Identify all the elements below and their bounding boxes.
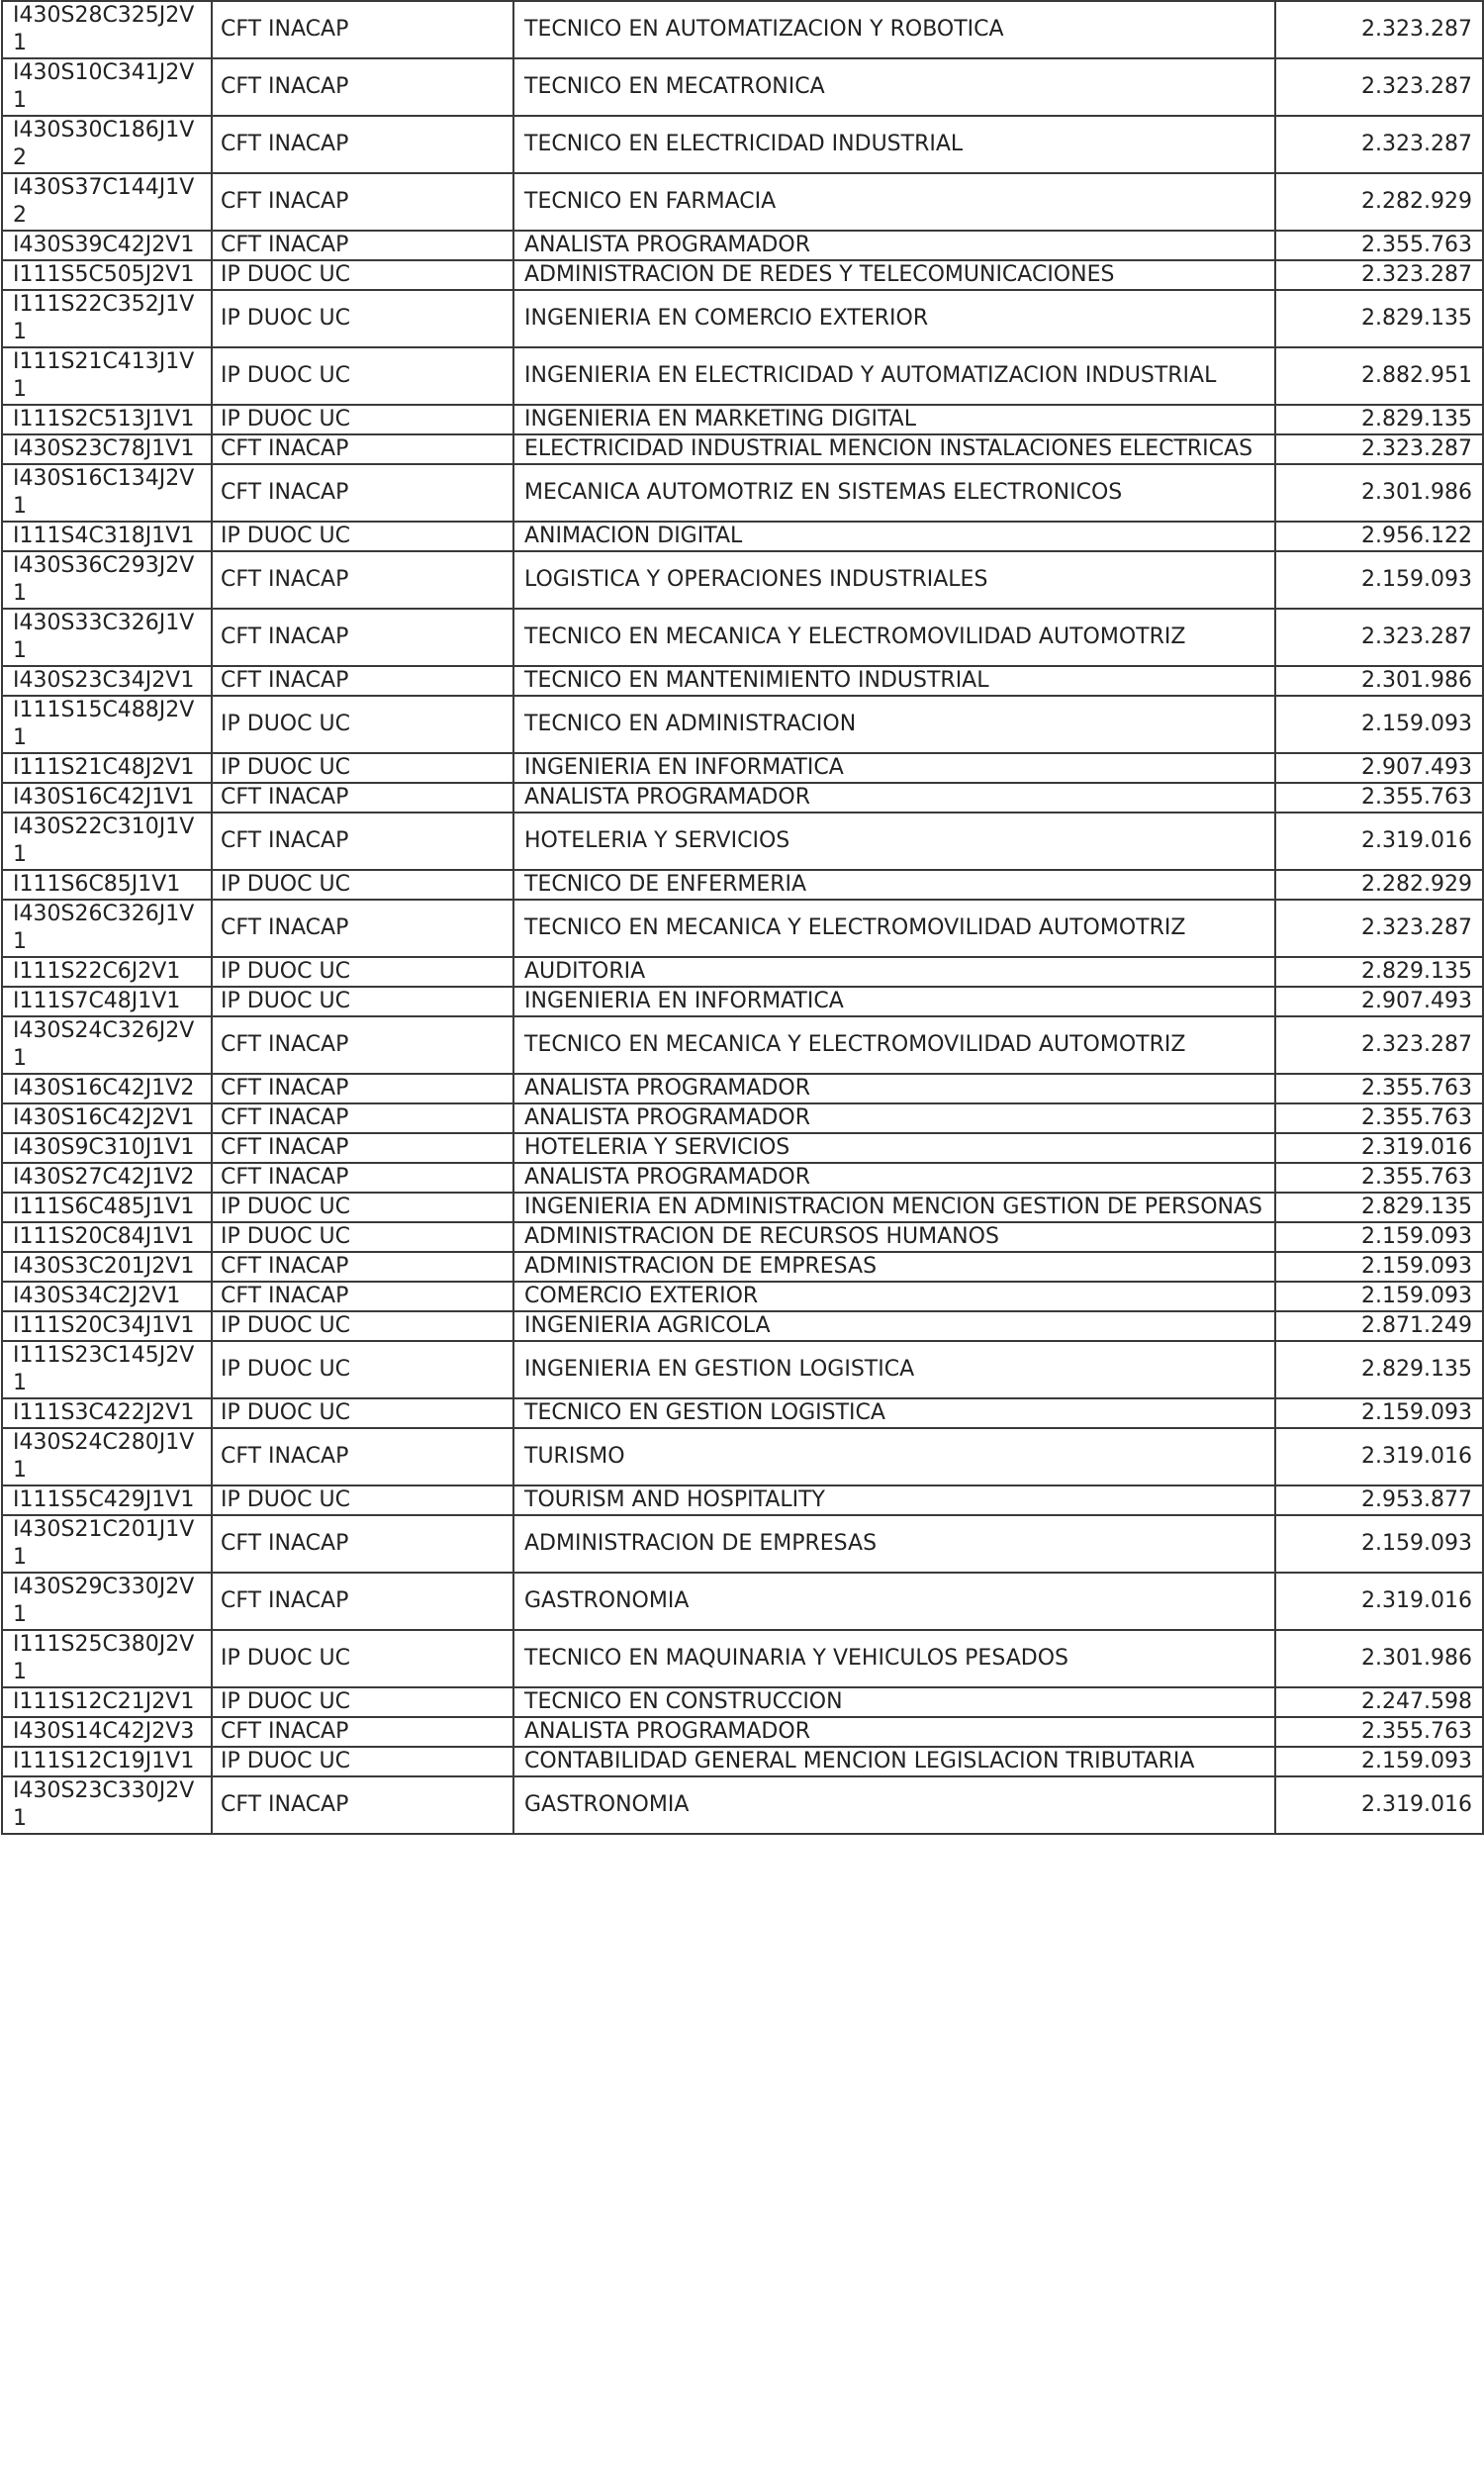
amount-cell: 2.355.763 (1275, 1163, 1483, 1193)
table-row (2, 1398, 1483, 1428)
table-row (2, 957, 1483, 987)
amount-cell: 2.907.493 (1275, 753, 1483, 783)
program-code-cell: I430S23C78J1V1 (2, 434, 212, 464)
institution-cell: CFT INACAP (212, 1282, 513, 1311)
program-code-cell: I111S22C352J1V1 (2, 290, 212, 347)
program-code-cell: I111S21C413J1V1 (2, 347, 212, 405)
amount-cell: 2.323.287 (1275, 260, 1483, 290)
table-row (2, 1515, 1483, 1573)
program-name-cell: ADMINISTRACION DE EMPRESAS (513, 1515, 1275, 1573)
institution-cell: IP DUOC UC (212, 1311, 513, 1341)
program-name-cell: MECANICA AUTOMOTRIZ EN SISTEMAS ELECTRONICOS (513, 464, 1275, 522)
institution-cell: CFT INACAP (212, 1163, 513, 1193)
table-row (2, 813, 1483, 870)
program-code-cell: I111S20C34J1V1 (2, 1311, 212, 1341)
amount-cell: 2.355.763 (1275, 1074, 1483, 1103)
program-name-cell: ANIMACION DIGITAL (513, 522, 1275, 551)
program-name-cell: TECNICO EN ELECTRICIDAD INDUSTRIAL (513, 116, 1275, 173)
amount-cell: 2.355.763 (1275, 783, 1483, 813)
program-code-cell: I430S24C326J2V1 (2, 1016, 212, 1074)
table-row (2, 1573, 1483, 1630)
amount-cell: 2.323.287 (1275, 58, 1483, 116)
program-name-cell: TECNICO EN MECANICA Y ELECTROMOVILIDAD AUTOMOTRIZ (513, 900, 1275, 957)
institution-cell: IP DUOC UC (212, 1687, 513, 1717)
table-row (2, 1, 1483, 58)
program-code-cell: I111S21C48J2V1 (2, 753, 212, 783)
program-name-cell: INGENIERIA EN COMERCIO EXTERIOR (513, 290, 1275, 347)
program-code-cell: I111S6C85J1V1 (2, 870, 212, 900)
program-code-cell: I430S9C310J1V1 (2, 1133, 212, 1163)
program-code-cell: I430S37C144J1V2 (2, 173, 212, 231)
program-name-cell: INGENIERIA EN INFORMATICA (513, 987, 1275, 1016)
program-code-cell: I111S20C84J1V1 (2, 1222, 212, 1252)
table-row (2, 58, 1483, 116)
program-code-cell: I430S16C42J1V1 (2, 783, 212, 813)
amount-cell: 2.829.135 (1275, 1341, 1483, 1398)
table-row (2, 260, 1483, 290)
institution-cell: CFT INACAP (212, 1, 513, 58)
amount-cell: 2.159.093 (1275, 1398, 1483, 1428)
amount-cell: 2.871.249 (1275, 1311, 1483, 1341)
institution-cell: IP DUOC UC (212, 1193, 513, 1222)
program-code-cell: I430S39C42J2V1 (2, 231, 212, 260)
program-name-cell: ANALISTA PROGRAMADOR (513, 1163, 1275, 1193)
institution-cell: CFT INACAP (212, 231, 513, 260)
program-code-cell: I111S12C21J2V1 (2, 1687, 212, 1717)
amount-cell: 2.319.016 (1275, 1428, 1483, 1485)
program-code-cell: I111S15C488J2V1 (2, 696, 212, 753)
institution-cell: IP DUOC UC (212, 753, 513, 783)
institution-cell: CFT INACAP (212, 551, 513, 609)
amount-cell: 2.319.016 (1275, 1776, 1483, 1834)
program-code-cell: I111S7C48J1V1 (2, 987, 212, 1016)
table-row (2, 1717, 1483, 1747)
program-code-cell: I111S22C6J2V1 (2, 957, 212, 987)
table-row (2, 1252, 1483, 1282)
program-name-cell: TECNICO EN MECANICA Y ELECTROMOVILIDAD AUTOMOTRIZ (513, 1016, 1275, 1074)
program-code-cell: I430S36C293J2V1 (2, 551, 212, 609)
program-code-cell: I111S12C19J1V1 (2, 1747, 212, 1776)
table-row (2, 405, 1483, 434)
institution-cell: CFT INACAP (212, 813, 513, 870)
institution-cell: CFT INACAP (212, 609, 513, 666)
program-code-cell: I430S24C280J1V1 (2, 1428, 212, 1485)
amount-cell: 2.323.287 (1275, 1, 1483, 58)
program-name-cell: ANALISTA PROGRAMADOR (513, 1074, 1275, 1103)
institution-cell: IP DUOC UC (212, 1485, 513, 1515)
institution-cell: CFT INACAP (212, 1717, 513, 1747)
amount-cell: 2.159.093 (1275, 1222, 1483, 1252)
institution-cell: IP DUOC UC (212, 1747, 513, 1776)
program-name-cell: TECNICO EN FARMACIA (513, 173, 1275, 231)
amount-cell: 2.829.135 (1275, 290, 1483, 347)
table-row (2, 1311, 1483, 1341)
program-code-cell: I430S16C42J2V1 (2, 1103, 212, 1133)
institution-cell: CFT INACAP (212, 434, 513, 464)
institution-cell: IP DUOC UC (212, 696, 513, 753)
program-name-cell: ANALISTA PROGRAMADOR (513, 1103, 1275, 1133)
institution-cell: IP DUOC UC (212, 347, 513, 405)
program-name-cell: ANALISTA PROGRAMADOR (513, 231, 1275, 260)
program-name-cell: GASTRONOMIA (513, 1776, 1275, 1834)
institution-cell: IP DUOC UC (212, 957, 513, 987)
amount-cell: 2.301.986 (1275, 666, 1483, 696)
institution-cell: IP DUOC UC (212, 987, 513, 1016)
amount-cell: 2.301.986 (1275, 464, 1483, 522)
table-row (2, 1776, 1483, 1834)
amount-cell: 2.882.951 (1275, 347, 1483, 405)
institution-cell: CFT INACAP (212, 783, 513, 813)
program-code-cell: I430S14C42J2V3 (2, 1717, 212, 1747)
amount-cell: 2.956.122 (1275, 522, 1483, 551)
amount-cell: 2.159.093 (1275, 1515, 1483, 1573)
institution-cell: IP DUOC UC (212, 405, 513, 434)
amount-cell: 2.282.929 (1275, 173, 1483, 231)
program-name-cell: ADMINISTRACION DE EMPRESAS (513, 1252, 1275, 1282)
table-row (2, 870, 1483, 900)
program-code-cell: I111S2C513J1V1 (2, 405, 212, 434)
institution-cell: CFT INACAP (212, 1573, 513, 1630)
program-name-cell: ADMINISTRACION DE REDES Y TELECOMUNICACIONES (513, 260, 1275, 290)
program-code-cell: I111S4C318J1V1 (2, 522, 212, 551)
institution-cell: CFT INACAP (212, 900, 513, 957)
table-row (2, 609, 1483, 666)
institution-cell: IP DUOC UC (212, 1398, 513, 1428)
amount-cell: 2.159.093 (1275, 1747, 1483, 1776)
program-code-cell: I430S28C325J2V1 (2, 1, 212, 58)
program-code-cell: I430S27C42J1V2 (2, 1163, 212, 1193)
program-code-cell: I430S30C186J1V2 (2, 116, 212, 173)
table-row (2, 1133, 1483, 1163)
table-row (2, 696, 1483, 753)
institution-cell: CFT INACAP (212, 1428, 513, 1485)
program-code-cell: I430S3C201J2V1 (2, 1252, 212, 1282)
table-row (2, 1193, 1483, 1222)
program-name-cell: TECNICO EN ADMINISTRACION (513, 696, 1275, 753)
program-code-cell: I430S34C2J2V1 (2, 1282, 212, 1311)
table-row (2, 666, 1483, 696)
program-name-cell: HOTELERIA Y SERVICIOS (513, 813, 1275, 870)
institution-cell: IP DUOC UC (212, 522, 513, 551)
program-name-cell: TECNICO DE ENFERMERIA (513, 870, 1275, 900)
table-row (2, 290, 1483, 347)
amount-cell: 2.301.986 (1275, 1630, 1483, 1687)
program-code-cell: I111S25C380J2V1 (2, 1630, 212, 1687)
table-row (2, 464, 1483, 522)
table-row (2, 987, 1483, 1016)
program-name-cell: INGENIERIA EN MARKETING DIGITAL (513, 405, 1275, 434)
program-name-cell: GASTRONOMIA (513, 1573, 1275, 1630)
program-name-cell: INGENIERIA AGRICOLA (513, 1311, 1275, 1341)
table-row (2, 116, 1483, 173)
table-row (2, 1163, 1483, 1193)
amount-cell: 2.159.093 (1275, 1252, 1483, 1282)
institution-cell: IP DUOC UC (212, 1630, 513, 1687)
program-code-cell: I430S33C326J1V1 (2, 609, 212, 666)
program-name-cell: AUDITORIA (513, 957, 1275, 987)
program-code-cell: I430S26C326J1V1 (2, 900, 212, 957)
table-row (2, 900, 1483, 957)
institution-cell: IP DUOC UC (212, 870, 513, 900)
program-code-cell: I111S3C422J2V1 (2, 1398, 212, 1428)
institution-cell: IP DUOC UC (212, 1222, 513, 1252)
amount-cell: 2.282.929 (1275, 870, 1483, 900)
institution-cell: IP DUOC UC (212, 260, 513, 290)
program-name-cell: TECNICO EN AUTOMATIZACION Y ROBOTICA (513, 1, 1275, 58)
institution-cell: CFT INACAP (212, 666, 513, 696)
program-code-cell: I430S22C310J1V1 (2, 813, 212, 870)
institution-cell: CFT INACAP (212, 1252, 513, 1282)
table-row (2, 1016, 1483, 1074)
program-name-cell: COMERCIO EXTERIOR (513, 1282, 1275, 1311)
amount-cell: 2.953.877 (1275, 1485, 1483, 1515)
program-name-cell: HOTELERIA Y SERVICIOS (513, 1133, 1275, 1163)
amount-cell: 2.159.093 (1275, 551, 1483, 609)
table-row (2, 551, 1483, 609)
table-row (2, 434, 1483, 464)
program-name-cell: TOURISM AND HOSPITALITY (513, 1485, 1275, 1515)
amount-cell: 2.319.016 (1275, 1133, 1483, 1163)
institution-cell: CFT INACAP (212, 1776, 513, 1834)
program-code-cell: I430S10C341J2V1 (2, 58, 212, 116)
table-row (2, 1630, 1483, 1687)
amount-cell: 2.319.016 (1275, 1573, 1483, 1630)
program-code-cell: I430S23C330J2V1 (2, 1776, 212, 1834)
table-row (2, 1687, 1483, 1717)
amount-cell: 2.907.493 (1275, 987, 1483, 1016)
institution-cell: CFT INACAP (212, 1515, 513, 1573)
institution-cell: CFT INACAP (212, 1016, 513, 1074)
program-name-cell: TECNICO EN GESTION LOGISTICA (513, 1398, 1275, 1428)
program-code-cell: I430S23C34J2V1 (2, 666, 212, 696)
amount-cell: 2.323.287 (1275, 1016, 1483, 1074)
table-row (2, 1428, 1483, 1485)
program-name-cell: CONTABILIDAD GENERAL MENCION LEGISLACION TRIBUTARIA (513, 1747, 1275, 1776)
program-code-cell: I111S6C485J1V1 (2, 1193, 212, 1222)
institution-cell: CFT INACAP (212, 464, 513, 522)
program-name-cell: INGENIERIA EN GESTION LOGISTICA (513, 1341, 1275, 1398)
table-row (2, 1747, 1483, 1776)
program-name-cell: LOGISTICA Y OPERACIONES INDUSTRIALES (513, 551, 1275, 609)
program-code-cell: I111S5C429J1V1 (2, 1485, 212, 1515)
table-row (2, 783, 1483, 813)
table-row (2, 1074, 1483, 1103)
program-name-cell: INGENIERIA EN INFORMATICA (513, 753, 1275, 783)
table-row (2, 1103, 1483, 1133)
program-code-cell: I430S21C201J1V1 (2, 1515, 212, 1573)
program-name-cell: TECNICO EN MECANICA Y ELECTROMOVILIDAD AUTOMOTRIZ (513, 609, 1275, 666)
program-fee-table (1, 0, 1484, 1835)
program-code-cell: I430S16C42J1V2 (2, 1074, 212, 1103)
program-name-cell: INGENIERIA EN ELECTRICIDAD Y AUTOMATIZACION INDUSTRIAL (513, 347, 1275, 405)
amount-cell: 2.829.135 (1275, 405, 1483, 434)
program-name-cell: TURISMO (513, 1428, 1275, 1485)
institution-cell: CFT INACAP (212, 1133, 513, 1163)
institution-cell: IP DUOC UC (212, 290, 513, 347)
amount-cell: 2.323.287 (1275, 609, 1483, 666)
program-name-cell: ANALISTA PROGRAMADOR (513, 783, 1275, 813)
program-code-cell: I111S5C505J2V1 (2, 260, 212, 290)
table-row (2, 173, 1483, 231)
amount-cell: 2.159.093 (1275, 696, 1483, 753)
amount-cell: 2.829.135 (1275, 957, 1483, 987)
program-code-cell: I430S29C330J2V1 (2, 1573, 212, 1630)
program-name-cell: TECNICO EN CONSTRUCCION (513, 1687, 1275, 1717)
program-name-cell: ADMINISTRACION DE RECURSOS HUMANOS (513, 1222, 1275, 1252)
institution-cell: CFT INACAP (212, 116, 513, 173)
program-name-cell: ANALISTA PROGRAMADOR (513, 1717, 1275, 1747)
institution-cell: CFT INACAP (212, 58, 513, 116)
table-row (2, 231, 1483, 260)
program-name-cell: TECNICO EN MECATRONICA (513, 58, 1275, 116)
program-code-cell: I111S23C145J2V1 (2, 1341, 212, 1398)
amount-cell: 2.355.763 (1275, 1103, 1483, 1133)
table-row (2, 1341, 1483, 1398)
program-name-cell: TECNICO EN MAQUINARIA Y VEHICULOS PESADOS (513, 1630, 1275, 1687)
amount-cell: 2.323.287 (1275, 116, 1483, 173)
table-body (2, 1, 1483, 1834)
institution-cell: CFT INACAP (212, 1074, 513, 1103)
amount-cell: 2.323.287 (1275, 434, 1483, 464)
institution-cell: CFT INACAP (212, 173, 513, 231)
program-name-cell: ELECTRICIDAD INDUSTRIAL MENCION INSTALACIONES ELECTRICAS (513, 434, 1275, 464)
table-row (2, 522, 1483, 551)
amount-cell: 2.323.287 (1275, 900, 1483, 957)
program-code-cell: I430S16C134J2V1 (2, 464, 212, 522)
institution-cell: CFT INACAP (212, 1103, 513, 1133)
program-name-cell: INGENIERIA EN ADMINISTRACION MENCION GESTION DE PERSONAS (513, 1193, 1275, 1222)
table-row (2, 1282, 1483, 1311)
amount-cell: 2.159.093 (1275, 1282, 1483, 1311)
amount-cell: 2.319.016 (1275, 813, 1483, 870)
amount-cell: 2.829.135 (1275, 1193, 1483, 1222)
amount-cell: 2.355.763 (1275, 1717, 1483, 1747)
institution-cell: IP DUOC UC (212, 1341, 513, 1398)
amount-cell: 2.355.763 (1275, 231, 1483, 260)
program-name-cell: TECNICO EN MANTENIMIENTO INDUSTRIAL (513, 666, 1275, 696)
amount-cell: 2.247.598 (1275, 1687, 1483, 1717)
table-row (2, 347, 1483, 405)
table-row (2, 1222, 1483, 1252)
table-row (2, 1485, 1483, 1515)
table-row (2, 753, 1483, 783)
